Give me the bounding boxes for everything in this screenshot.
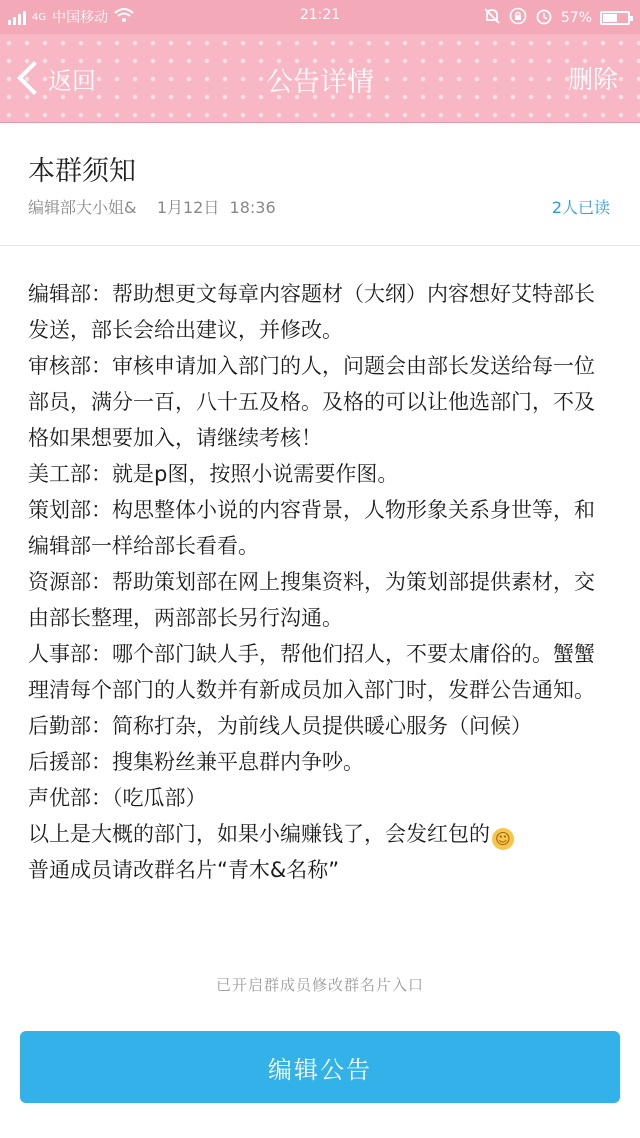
notice-meta: 编辑部大小姐& 1月12日 18:36 [28, 198, 276, 217]
clock: 21:21 [299, 7, 341, 23]
mute-icon [483, 7, 501, 29]
page-title: 公告详情 [266, 67, 374, 98]
notice-paragraph: 后勤部：简称打杂，为前线人员提供暖心服务（问候） [28, 714, 532, 738]
smiley-emoji-icon: ☺ [492, 828, 514, 850]
notice-paragraph: 声优部：（吃瓜部） [28, 786, 207, 810]
edit-notice-button[interactable]: 编辑公告 [20, 1031, 620, 1103]
back-label: 返回 [48, 66, 96, 95]
notice-paragraph: 策划部：构思整体小说的内容背景，人物形象关系身世等，和编辑部一样给部长看看。 [28, 498, 595, 558]
notice-paragraph: 审核部：审核申请加入部门的人，问题会由部长发送给每一位部员，满分一百，八十五及格。及格的可以让他选部门，不及格如果想要加入，请继续考核！ [28, 354, 595, 450]
nav-header [0, 34, 640, 123]
lock-rotation-icon [509, 7, 527, 29]
carrier-name: 中国移动 [52, 10, 109, 26]
notice-header [0, 123, 640, 246]
group-card-hint: 已开启群成员修改群名片入口 [215, 976, 424, 994]
delete-button[interactable]: 删除 [567, 65, 618, 94]
notice-paragraph: 人事部：哪个部门缺人手，帮他们招人，不要太庸俗的。蟹蟹理清每个部门的人数并有新成员加入部门时，发群公告通知。 [28, 642, 595, 702]
notice-paragraph: 普通成员请改群名片“青木&名称” [28, 858, 340, 882]
battery-percent: 57% [560, 10, 592, 26]
status-right [483, 7, 630, 29]
notice-paragraph-text: 以上是大概的部门，如果小编赚钱了，会发红包的 [28, 822, 490, 846]
notice-paragraph-with-emoji [28, 816, 612, 852]
status-bar [0, 0, 640, 34]
alarm-icon [535, 7, 553, 29]
notice-paragraph: 美工部：就是p图，按照小说需要作图。 [28, 462, 399, 486]
battery-icon [600, 11, 630, 25]
network-label: 4G [32, 11, 47, 23]
notice-body [28, 276, 612, 888]
notice-paragraph: 后援部：搜集粉丝兼平息群内争吵。 [28, 750, 364, 774]
notice-paragraph: 编辑部：帮助想更文每章内容题材（大纲）内容想好艾特部长发送，部长会给出建议，并修改。 [28, 282, 595, 342]
read-count-link[interactable]: 2人已读 [551, 198, 610, 217]
notice-title: 本群须知 [28, 156, 136, 187]
notice-paragraph: 资源部：帮助策划部在网上搜集资料，为策划部提供素材，交由部长整理，两部部长另行沟通。 [28, 570, 595, 630]
